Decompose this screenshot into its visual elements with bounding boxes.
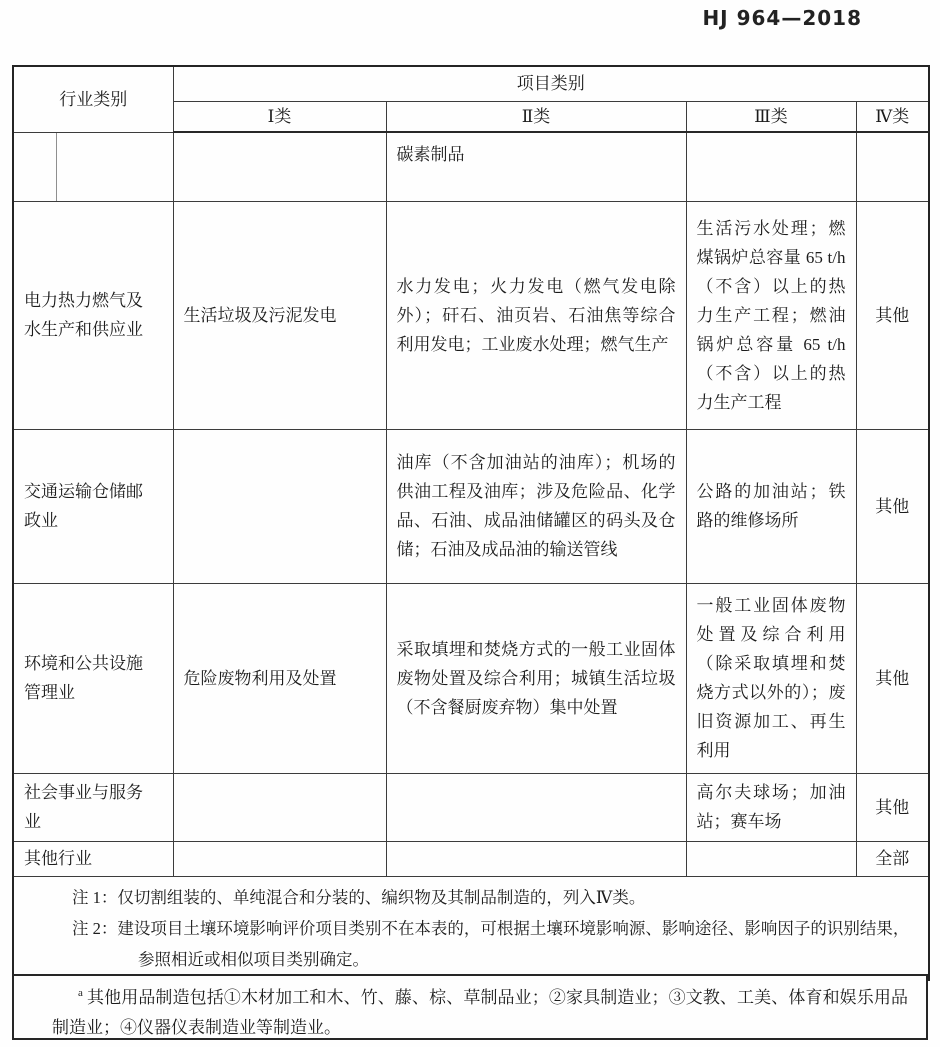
- footnote-text: 其他用品制造包括①木材加工和木、竹、藤、棕、草制品业；②家具制造业；③文教、工美、体育和娱乐用品制造业；④仪器仪表制造业等制造业。: [52, 988, 908, 1037]
- table-row: [13, 132, 929, 201]
- class-2-cell: [386, 841, 686, 876]
- class-2-cell: [386, 773, 686, 841]
- class-2-cell: 碳素制品: [386, 132, 686, 201]
- table-row: [13, 429, 929, 583]
- class-1-header: Ⅰ类: [173, 101, 386, 132]
- class-2-cell: 采取填埋和焚烧方式的一般工业固体废物处置及综合利用；城镇生活垃圾（不含餐厨废弃物）集中处置: [386, 583, 686, 773]
- class-1-cell: [173, 429, 386, 583]
- industry-cell: 交通运输仓储邮政业: [13, 429, 173, 583]
- industry-category-header: 行业类别: [13, 66, 173, 132]
- class-2-cell: 油库（不含加油站的油库）；机场的供油工程及油库；涉及危险品、化学品、石油、成品油储罐区的码头及仓储；石油及成品油的输送管线: [386, 429, 686, 583]
- class-3-header: Ⅲ类: [686, 101, 856, 132]
- note-2: 注 2：建设项目土壤环境影响评价项目类别不在本表的，可根据土壤环境影响源、影响途径、影响因子的识别结果，参照相近或相似项目类别确定。: [72, 918, 910, 969]
- footnote-marker: a: [78, 987, 83, 1000]
- class-3-cell: [686, 132, 856, 201]
- class-4-header: Ⅳ类: [856, 101, 929, 132]
- table-row: [13, 201, 929, 429]
- class-1-cell: 生活垃圾及污泥发电: [173, 201, 386, 429]
- class-1-cell: [173, 132, 386, 201]
- class-4-cell: 其他: [856, 201, 929, 429]
- class-1-cell: 危险废物利用及处置: [173, 583, 386, 773]
- note-1: 注 1：仅切割组装的、单纯混合和分装的、编织物及其制品制造的，列入Ⅳ类。: [72, 887, 646, 907]
- industry-cell: [56, 132, 173, 201]
- table-row: [13, 773, 929, 841]
- industry-cell: 环境和公共设施管理业: [13, 583, 173, 773]
- class-1-cell: [173, 773, 386, 841]
- table-notes-row: [13, 876, 929, 980]
- table-row: [13, 583, 929, 773]
- industry-cell: 其他行业: [13, 841, 173, 876]
- class-2-header: Ⅱ类: [386, 101, 686, 132]
- notes-cell: [13, 876, 929, 980]
- class-3-cell: 一般工业固体废物处置及综合利用（除采取填埋和焚烧方式以外的）；废旧资源加工、再生利用: [686, 583, 856, 773]
- industry-cell: 社会事业与服务业: [13, 773, 173, 841]
- footnote-box: [12, 974, 928, 1040]
- industry-cell: 电力热力燃气及水生产和供应业: [13, 201, 173, 429]
- class-1-cell: [173, 841, 386, 876]
- class-3-cell: 公路的加油站；铁路的维修场所: [686, 429, 856, 583]
- class-4-cell: 其他: [856, 773, 929, 841]
- class-4-cell: 其他: [856, 583, 929, 773]
- project-category-header: 项目类别: [173, 66, 929, 101]
- project-category-table: [12, 65, 930, 981]
- class-2-cell: 水力发电；火力发电（燃气发电除外）；矸石、油页岩、石油焦等综合利用发电；工业废水处理；燃气生产: [386, 201, 686, 429]
- doc-number: HJ 964—2018: [702, 6, 862, 30]
- class-4-cell: 全部: [856, 841, 929, 876]
- table-row: [13, 841, 929, 876]
- class-3-cell: 高尔夫球场；加油站；赛车场: [686, 773, 856, 841]
- class-4-cell: 其他: [856, 429, 929, 583]
- class-3-cell: 生活污水处理；燃煤锅炉总容量 65 t/h（不含）以上的热力生产工程；燃油锅炉总容量 65 t/h（不含）以上的热力生产工程: [686, 201, 856, 429]
- class-3-cell: [686, 841, 856, 876]
- industry-subcell: [13, 132, 56, 201]
- class-4-cell: [856, 132, 929, 201]
